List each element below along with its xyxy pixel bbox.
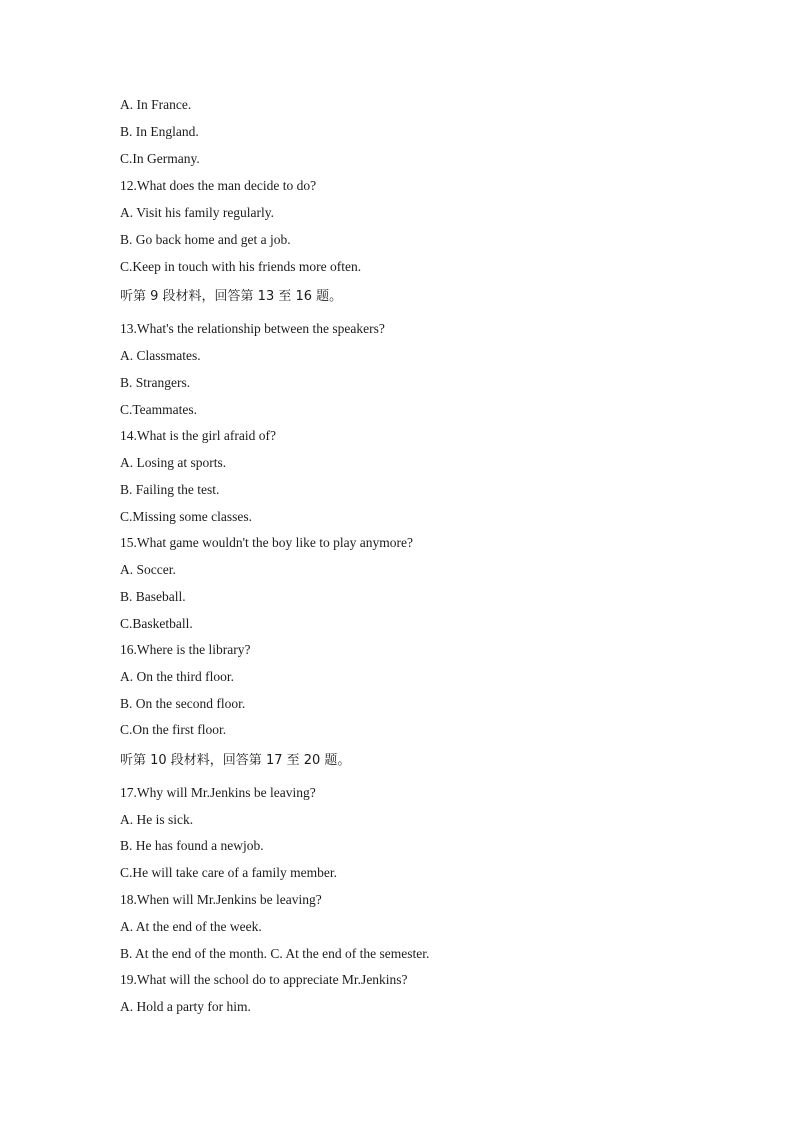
option-line: A. Losing at sports. [120, 455, 227, 470]
option-line: C.Basketball. [120, 616, 193, 631]
question-line: 18.When will Mr.Jenkins be leaving? [120, 892, 322, 907]
option-line: A. Soccer. [120, 562, 176, 577]
question-line: 13.What's the relationship between the speakers? [120, 321, 385, 336]
question-line: 12.What does the man decide to do? [120, 178, 317, 193]
option-line: C.He will take care of a family member. [120, 865, 338, 880]
option-line: C.Teammates. [120, 402, 198, 417]
option-line: A. Classmates. [120, 348, 201, 363]
question-line: 17.Why will Mr.Jenkins be leaving? [120, 785, 316, 800]
option-line: B. On the second floor. [120, 696, 246, 711]
option-line: B. At the end of the month. C. At the end of the semester. [120, 946, 430, 961]
option-line: B. Strangers. [120, 375, 191, 390]
option-line: A. Hold a party for him. [120, 999, 251, 1014]
section-heading: 听第 9 段材料，回答第 13 至 16 题。 [120, 289, 343, 304]
option-line: B. In England. [120, 124, 199, 139]
option-line: A. At the end of the week. [120, 919, 262, 934]
option-line: B. Go back home and get a job. [120, 232, 291, 247]
question-line: 19.What will the school do to appreciate Mr.Jenkins? [120, 972, 408, 987]
question-line: 14.What is the girl afraid of? [120, 428, 276, 443]
option-line: B. Failing the test. [120, 482, 220, 497]
question-line: 16.Where is the library? [120, 642, 251, 657]
option-line: A. On the third floor. [120, 669, 234, 684]
question-line: 15.What game wouldn't the boy like to play anymore? [120, 535, 413, 550]
option-line: C.In Germany. [120, 151, 200, 166]
section-heading: 听第 10 段材料，回答第 17 至 20 题。 [120, 753, 351, 768]
option-line: C.On the first floor. [120, 722, 227, 737]
option-line: B. Baseball. [120, 589, 186, 604]
option-line: C.Keep in touch with his friends more often. [120, 259, 362, 274]
option-line: C.Missing some classes. [120, 509, 253, 524]
option-line: B. He has found a newjob. [120, 838, 264, 853]
option-line: A. He is sick. [120, 812, 194, 827]
option-line: A. In France. [120, 97, 192, 112]
option-line: A. Visit his family regularly. [120, 205, 275, 220]
